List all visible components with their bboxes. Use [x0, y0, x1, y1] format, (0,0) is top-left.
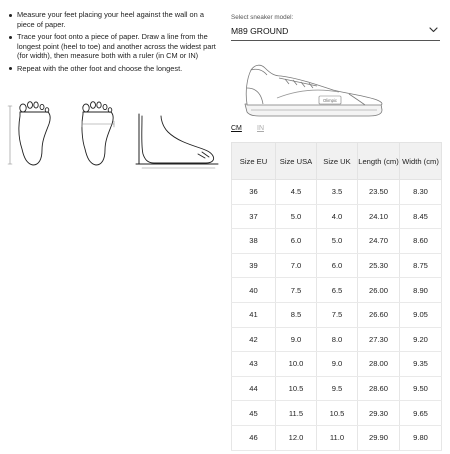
cell-size-usa: 10.5 — [276, 376, 317, 401]
cell-length: 29.90 — [358, 425, 400, 450]
cell-size-usa: 5.0 — [276, 204, 317, 229]
cell-size-eu: 38 — [232, 229, 276, 254]
cell-size-uk: 8.0 — [317, 327, 358, 352]
cell-size-uk: 6.5 — [317, 278, 358, 303]
cell-width: 8.60 — [400, 229, 442, 254]
table-row — [232, 327, 442, 352]
cell-length: 26.60 — [358, 302, 400, 327]
cell-length: 23.50 — [358, 180, 400, 205]
cell-width: 9.80 — [400, 425, 442, 450]
cell-length: 29.30 — [358, 401, 400, 426]
cell-size-eu: 43 — [232, 352, 276, 377]
cell-length: 26.00 — [358, 278, 400, 303]
cell-width: 8.30 — [400, 180, 442, 205]
cell-width: 8.90 — [400, 278, 442, 303]
table-row — [232, 425, 442, 450]
cell-length: 28.00 — [358, 352, 400, 377]
cell-length: 28.60 — [358, 376, 400, 401]
cell-width: 8.75 — [400, 253, 442, 278]
cell-length: 25.30 — [358, 253, 400, 278]
cell-size-uk: 4.0 — [317, 204, 358, 229]
instructions-list — [0, 0, 222, 74]
table-row — [232, 401, 442, 426]
table-row — [232, 229, 442, 254]
cell-size-usa: 9.0 — [276, 327, 317, 352]
cell-size-usa: 12.0 — [276, 425, 317, 450]
cell-size-eu: 41 — [232, 302, 276, 327]
instruction-item: Trace your foot onto a piece of paper. Draw a line from the longest point (heel to toe) and another across the widest part (for width), then measure both with a ruler (in CM or IN) — [9, 32, 222, 61]
cell-width: 9.50 — [400, 376, 442, 401]
model-select[interactable] — [231, 22, 440, 41]
instruction-item: Repeat with the other foot and choose the longest. — [9, 64, 222, 74]
cell-width: 9.20 — [400, 327, 442, 352]
cell-width: 9.05 — [400, 302, 442, 327]
cell-length: 27.30 — [358, 327, 400, 352]
table-row — [232, 204, 442, 229]
unit-cm-link[interactable]: CM — [231, 125, 242, 132]
header-size-usa: Size USA — [276, 143, 317, 180]
instructions-panel — [0, 0, 222, 77]
cell-size-usa: 7.5 — [276, 278, 317, 303]
cell-length: 24.10 — [358, 204, 400, 229]
cell-size-uk: 3.5 — [317, 180, 358, 205]
cell-size-eu: 39 — [232, 253, 276, 278]
cell-size-uk: 11.0 — [317, 425, 358, 450]
cell-width: 9.65 — [400, 401, 442, 426]
model-select-label: Select sneaker model: — [231, 14, 294, 21]
cell-size-eu: 40 — [232, 278, 276, 303]
cell-size-uk: 9.0 — [317, 352, 358, 377]
cell-size-uk: 5.0 — [317, 229, 358, 254]
cell-width: 8.45 — [400, 204, 442, 229]
shoe-logo-badge — [319, 96, 341, 104]
cell-size-usa: 4.5 — [276, 180, 317, 205]
size-table-header — [232, 143, 442, 180]
model-select-value: M89 GROUND — [231, 26, 289, 36]
chevron-down-icon — [429, 26, 438, 33]
foot-measurement-illustration — [6, 94, 220, 178]
header-length: Length (cm) — [358, 143, 400, 180]
cell-size-uk: 10.5 — [317, 401, 358, 426]
cell-size-usa: 8.5 — [276, 302, 317, 327]
foot-side-view-icon — [136, 114, 218, 168]
table-row — [232, 302, 442, 327]
foot-width-icon — [82, 102, 114, 165]
size-table-body — [232, 180, 442, 451]
cell-size-eu: 45 — [232, 401, 276, 426]
cell-size-eu: 36 — [232, 180, 276, 205]
cell-size-eu: 46 — [232, 425, 276, 450]
header-width: Width (cm) — [400, 143, 442, 180]
unit-in-link[interactable]: IN — [257, 125, 264, 132]
cell-size-usa: 10.0 — [276, 352, 317, 377]
cell-size-uk: 9.5 — [317, 376, 358, 401]
shoe-logo-text: Olimpic — [323, 98, 337, 103]
cell-size-eu: 37 — [232, 204, 276, 229]
table-row — [232, 180, 442, 205]
cell-size-usa: 6.0 — [276, 229, 317, 254]
table-row — [232, 352, 442, 377]
table-row — [232, 253, 442, 278]
cell-size-eu: 44 — [232, 376, 276, 401]
cell-width: 9.35 — [400, 352, 442, 377]
header-size-uk: Size UK — [317, 143, 358, 180]
cell-size-usa: 11.5 — [276, 401, 317, 426]
cell-size-usa: 7.0 — [276, 253, 317, 278]
sneaker-image — [237, 48, 385, 122]
cell-size-uk: 6.0 — [317, 253, 358, 278]
cell-length: 24.70 — [358, 229, 400, 254]
table-row — [232, 376, 442, 401]
table-row — [232, 278, 442, 303]
cell-size-uk: 7.5 — [317, 302, 358, 327]
cell-size-eu: 42 — [232, 327, 276, 352]
foot-outline-icon — [8, 102, 50, 165]
size-table — [231, 142, 442, 451]
header-size-eu: Size EU — [232, 143, 276, 180]
instruction-item: Measure your feet placing your heel against the wall on a piece of paper. — [9, 10, 222, 29]
